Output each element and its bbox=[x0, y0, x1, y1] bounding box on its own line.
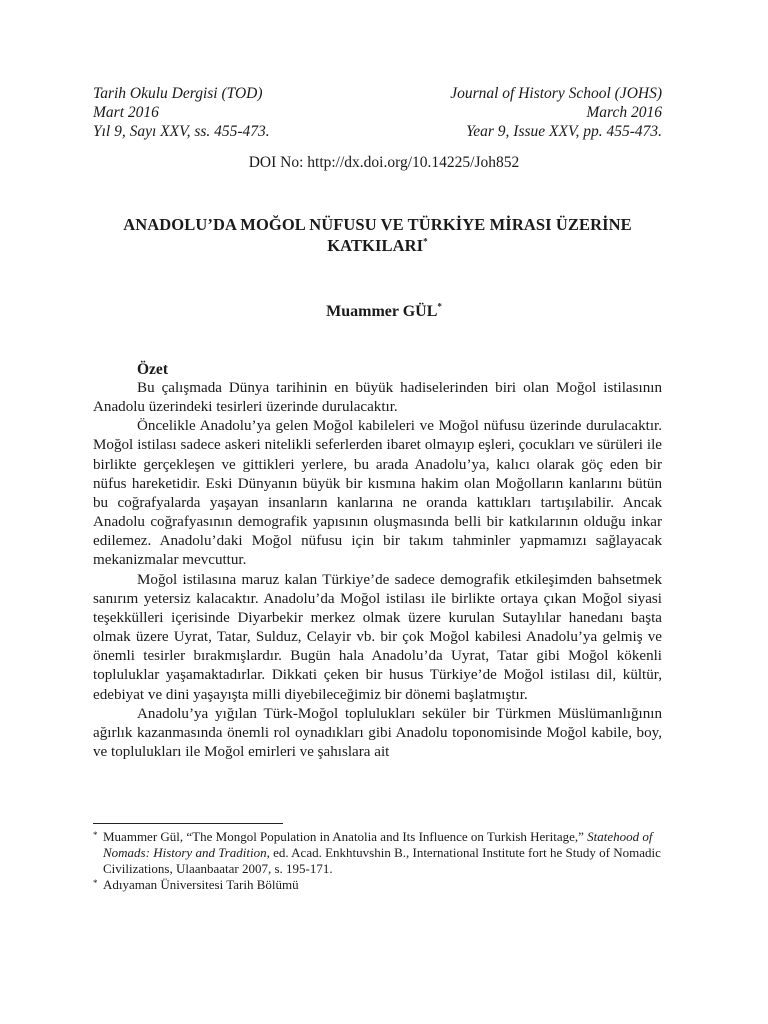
author-footnote-mark: * bbox=[437, 301, 442, 312]
issue-info-en: Year 9, Issue XXV, pp. 455-473. bbox=[466, 123, 662, 140]
footnote-citation: Muammer Gül, “The Mongol Population in Anatolia and Its Influence on Turkish Heritage,” bbox=[103, 829, 584, 844]
abstract-paragraph: Bu çalışmada Dünya tarihinin en büyük hadiselerinden biri olan Moğol istilasının Anadolu üzerindeki tesirleri üzerinde durulacaktır. bbox=[93, 380, 662, 416]
footnote-item bbox=[93, 829, 662, 877]
author-name: Muammer GÜL bbox=[326, 303, 438, 320]
issue-date-tr: Mart 2016 bbox=[93, 104, 159, 121]
footnote-item bbox=[93, 877, 662, 893]
abstract bbox=[93, 360, 662, 762]
footnote-book-title: Statehood of Nomads: History and Tradition, bbox=[103, 829, 653, 860]
footnote-mark: * bbox=[93, 878, 98, 888]
title-footnote-mark: * bbox=[423, 236, 428, 247]
journal-name-en: Journal of History School (JOHS) bbox=[450, 85, 662, 102]
footnote-publication: ed. Acad. Enkhtuvshin B., International Institute fort he Study of Nomadic Civilizations, Ulaanbaatar 2007, s. 195-171. bbox=[103, 845, 661, 876]
article-title-text: ANADOLU’DA MOĞOL NÜFUSU VE TÜRKİYE MİRASI ÜZERİNE KATKILARI bbox=[123, 215, 632, 255]
footnotes bbox=[93, 829, 662, 893]
abstract-paragraph: Moğol istilasına maruz kalan Türkiye’de sadece demografik etkileşimden bahsetmek sanırım yetersiz kalacaktır. Anadolu’da Moğol istilası ile birlikte ortaya çıkan Moğol siyasi teşekkülleri içerisinde Diyarbekir merkez olmak üzere kurulan Sutaylılar hanedanı başta olmak üzere Uyrat, Tatar, Sulduz, Celayir vb. bir çok Moğol kabilesi Anadolu’ya gelmiş ve önemli tesirler bırakmışlardır. Bugün hala Anadolu’da Uyrat, Tatar gibi Moğol kökenli topluluklar yaşamaktadırlar. Dikkati çeken bir husus Türkiye’de Moğol istilası dil, kültür, edebiyat ve dini yaşayışta milli diyebileceğimiz bir dönemi başlatmıştır. bbox=[93, 571, 662, 703]
footnote-mark: * bbox=[93, 830, 98, 840]
issue-date-en: March 2016 bbox=[586, 104, 662, 121]
journal-name-tr: Tarih Okulu Dergisi (TOD) bbox=[93, 85, 263, 102]
issue-info-tr: Yıl 9, Sayı XXV, ss. 455-473. bbox=[93, 123, 270, 140]
footnote-affiliation: Adıyaman Üniversitesi Tarih Bölümü bbox=[103, 877, 299, 892]
doi-line: DOI No: http://dx.doi.org/10.14225/Joh852 bbox=[248, 154, 520, 171]
abstract-heading: Özet bbox=[137, 361, 168, 378]
footnote-divider bbox=[93, 823, 283, 824]
header-row-date bbox=[93, 103, 662, 122]
abstract-paragraph: Anadolu’ya yığılan Türk-Moğol toplulukları seküler bir Türkmen Müslümanlığının ağırlık kazanmasında önemli rol oynadıkları gibi Anadolu toponomisinde Moğol kabile, boy, ve toplulukları ile Moğol emirleri ve şahıslara ait bbox=[93, 705, 662, 760]
abstract-paragraph: Öncelikle Anadolu’ya gelen Moğol kabileleri ve Moğol nüfusu üzerinde durulacaktır. Moğol istilası sadece askeri nitelikli seferlerden ibaret olmayıp eşleri, çocukları ve sürüleri ile birlikte gerçekleşen ve gittikleri yerlere, bu arada Anadolu’ya, kalıcı olarak göç eden bir nüfus hareketidir. Eski Dünyanın büyük bir kısmına hakim olan Moğolların kanlarını bütün bu coğrafyalarda yaşayan insanların kanlarına ne oranda kattıkları tartışılabilir. Ancak Anadolu coğrafyasının demografik yapısının oluşmasında belli bir katkılarının olduğu inkar edilemez. Anadolu’daki Moğol nüfusu için bir takım tahminler yapmamızı sağlayacak mekanizmalar mevcuttur. bbox=[93, 418, 662, 569]
article-title bbox=[93, 214, 662, 256]
footnote-text bbox=[103, 829, 662, 877]
journal-header bbox=[93, 84, 662, 141]
header-row-issue bbox=[93, 122, 662, 141]
header-row-journal bbox=[93, 84, 662, 103]
author-line bbox=[0, 303, 768, 321]
